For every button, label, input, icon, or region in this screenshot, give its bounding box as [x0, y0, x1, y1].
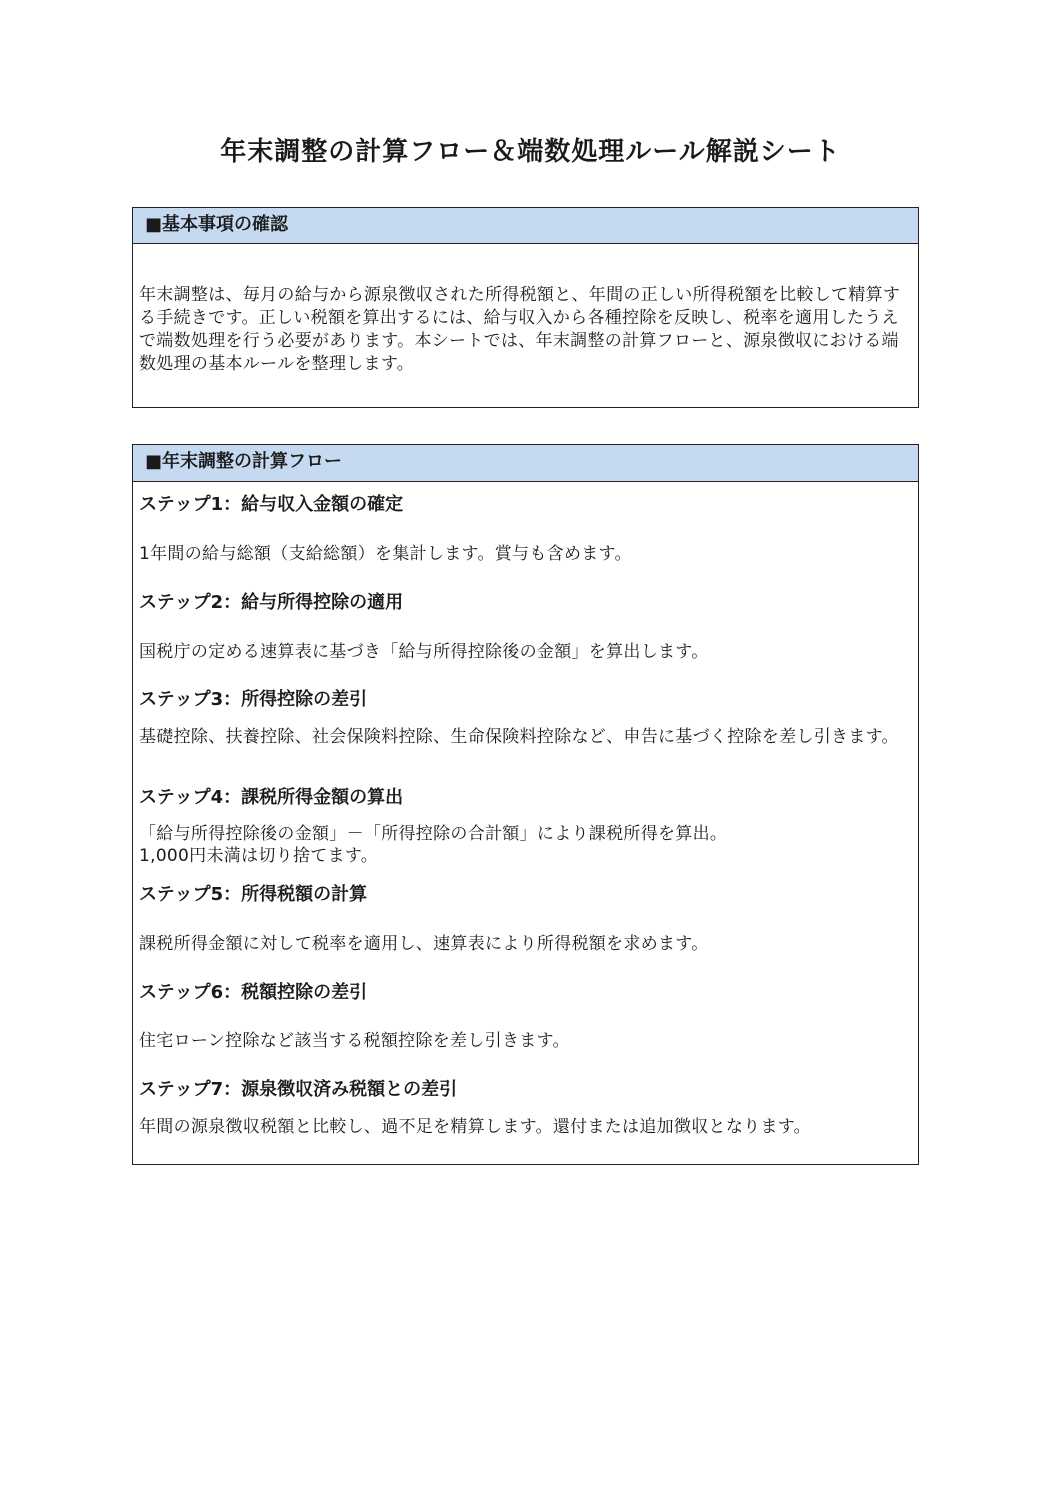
step-7-title: ステップ7：源泉徴収済み税額との差引 — [139, 1079, 458, 1100]
step-5-title: ステップ5：所得税額の計算 — [139, 884, 368, 905]
step-7-description: 年間の源泉徴収税額と比較し、過不足を精算します。還付または追加徴収となります。 — [139, 1117, 811, 1137]
step-2-title: ステップ2：給与所得控除の適用 — [139, 592, 404, 613]
step-list — [133, 482, 918, 1162]
basics-section — [132, 207, 919, 408]
step-4-description-note: 1,000円未満は切り捨てます。 — [139, 846, 379, 866]
page-title: 年末調整の計算フロー＆端数処理ルール解説シート — [220, 137, 841, 167]
step-2-description: 国税庁の定める速算表に基づき「給与所得控除後の金額」を算出します。 — [139, 642, 709, 662]
step-5-description: 課税所得金額に対して税率を適用し、速算表により所得税額を求めます。 — [139, 934, 709, 954]
step-6-description: 住宅ローン控除など該当する税額控除を差し引きます。 — [139, 1031, 570, 1051]
step-4-title: ステップ4：課税所得金額の算出 — [139, 787, 404, 808]
step-4-description: 「給与所得控除後の金額」－「所得控除の合計額」により課税所得を算出。 — [139, 824, 728, 844]
step-1-description: 1年間の給与総額（支給総額）を集計します。賞与も含めます。 — [139, 544, 632, 564]
step-3-title: ステップ3：所得控除の差引 — [139, 689, 368, 710]
step-3-description: 基礎控除、扶養控除、社会保険料控除、生命保険料控除など、申告に基づく控除を差し引きます。 — [139, 727, 899, 747]
basics-description: 年末調整は、毎月の給与から源泉徴収された所得税額と、年間の正しい所得税額を比較して精算する手続きです。正しい税額を算出するには、給与収入から各種控除を反映し、税率を適用したうえで端数処理を行う必要があります。本シートでは、年末調整の計算フローと、源泉徴収における端数処理の基本ルールを整理します。 — [139, 285, 901, 374]
calculation-flow-section — [132, 444, 919, 1165]
basics-section-header: ■基本事項の確認 — [133, 208, 918, 244]
flow-section-header: ■年末調整の計算フロー — [133, 445, 918, 482]
step-1-title: ステップ1：給与収入金額の確定 — [139, 494, 404, 515]
step-6-title: ステップ6：税額控除の差引 — [139, 982, 368, 1003]
